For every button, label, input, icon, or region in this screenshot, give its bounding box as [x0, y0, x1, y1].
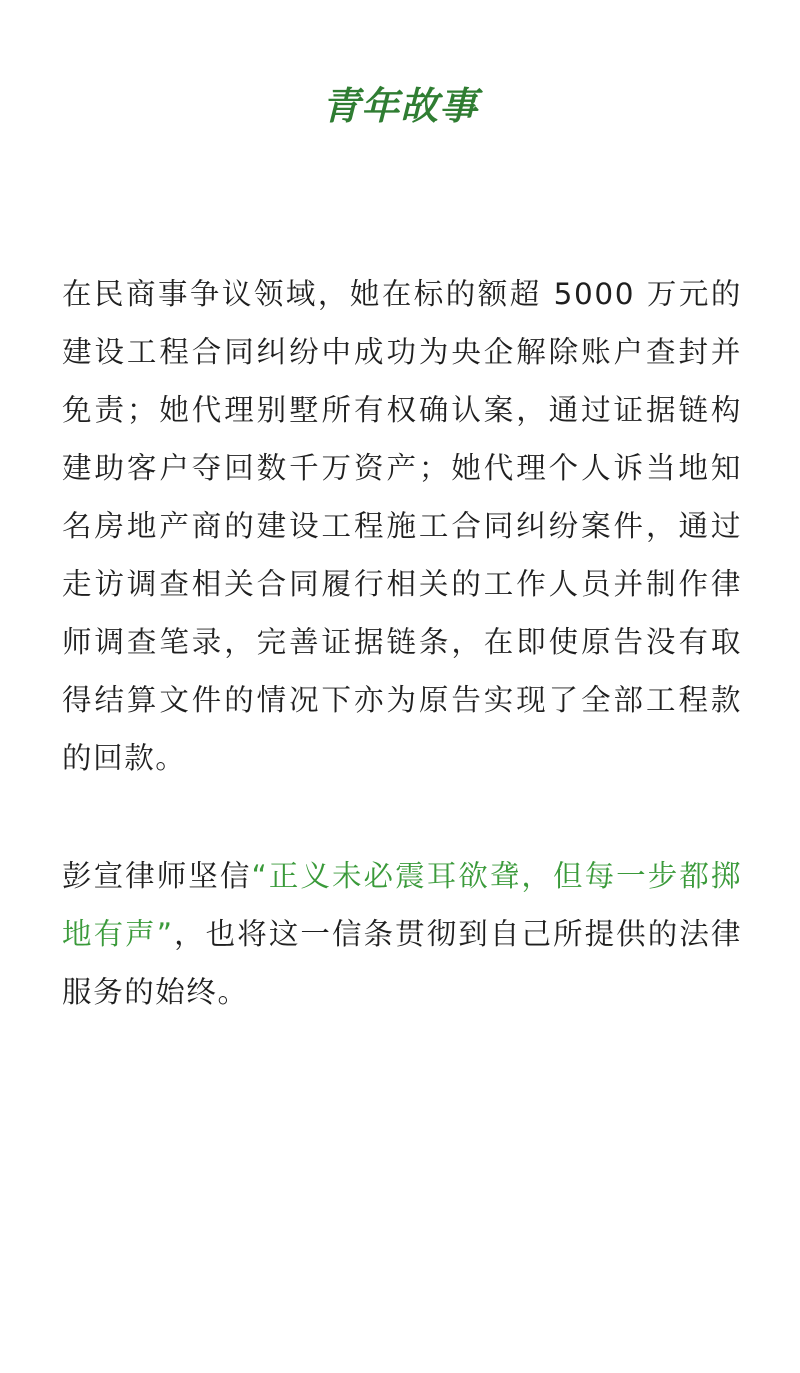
body-paragraph — [62, 265, 742, 787]
paragraph-text: 在民商事争议领域，她在标的额超 5000 万元的建设工程合同纠纷中成功为央企解除账户查封并免责；她代理别墅所有权确认案，通过证据链构建助客户夺回数千万资产；她代理个人诉当地知名房地产商的建设工程施工合同纠纷案件，通过走访调查相关合同履行相关的工作人员并制作律师调查笔录，完善证据链条，在即使原告没有取得结算文件的情况下亦为原告实现了全部工程款的回款。 — [62, 277, 742, 775]
quote-paragraph — [62, 847, 742, 1021]
paragraph-lead-text: 彭宣律师坚信 — [62, 859, 252, 893]
paragraph-trailing-text: ，也将这一信条贯彻到自己所提供的法律服务的始终。 — [62, 917, 742, 1009]
page-title: 青年故事 — [321, 84, 478, 129]
highlighted-quote: “正义未必震耳欲聋，但每一步都掷地有声” — [62, 859, 742, 951]
